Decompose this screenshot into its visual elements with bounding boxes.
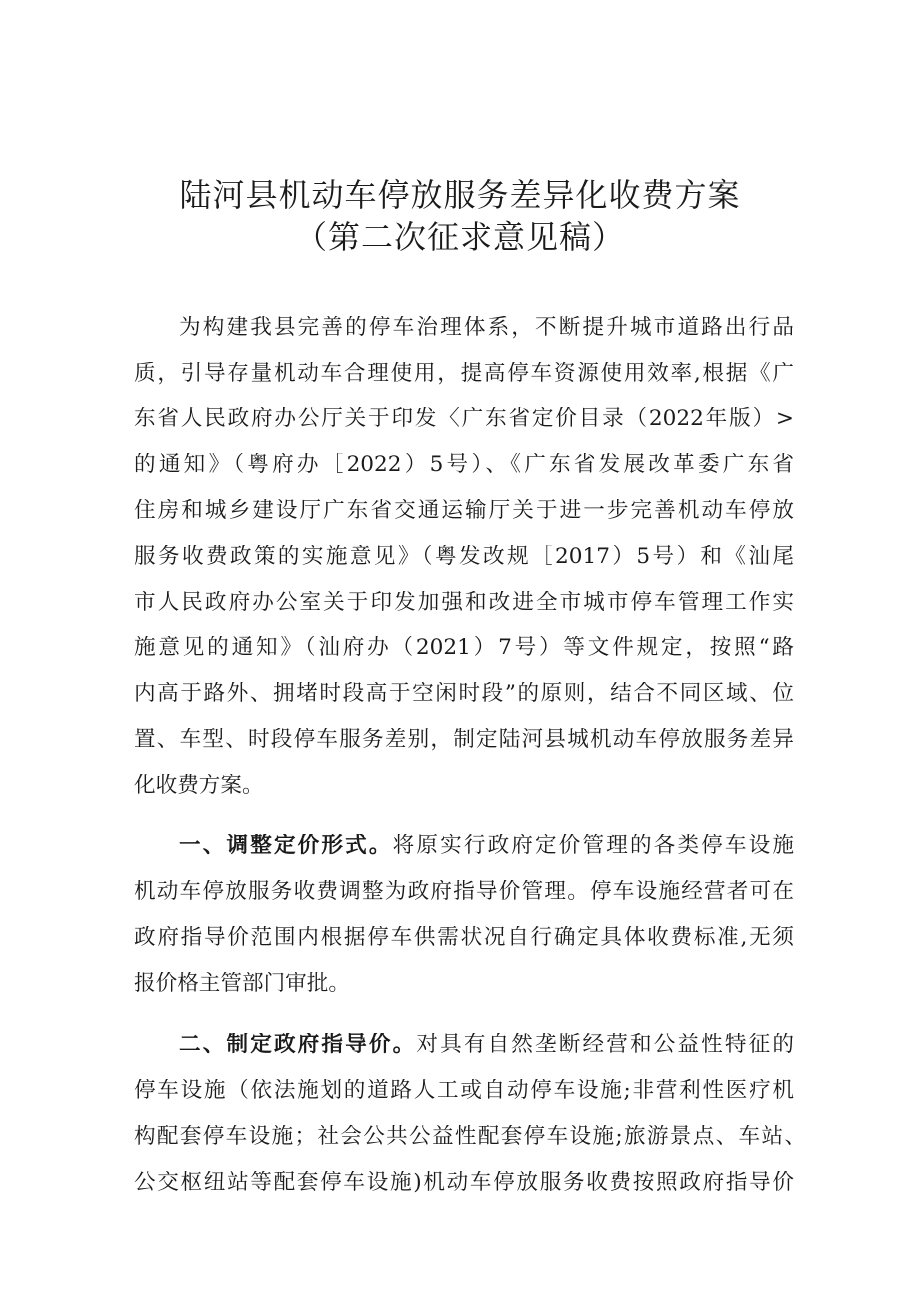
intro-line-11: 化收费方案。 — [134, 774, 264, 798]
section1-line-4: 报价格主管部门审批。 — [134, 972, 350, 996]
section2-line-4: 公交枢纽站等配套停车设施)机动车停放服务收费按照政府指导价 — [134, 1171, 794, 1195]
section1-first-text: 将原实行政府定价管理的各类停车设施 — [392, 834, 794, 858]
section2-line-2: 停车设施（依法施划的道路人工或自动停车设施;非营利性医疗机 — [134, 1079, 794, 1103]
intro-line-7: 市人民政府办公室关于印发加强和改进全市城市停车管理工作实 — [134, 591, 794, 615]
document-title: 陆河县机动车停放服务差异化收费方案 — [179, 176, 741, 214]
section1-line-2: 机动车停放服务收费调整为政府指导价管理。停车设施经营者可在 — [134, 880, 794, 904]
intro-line-5: 住房和城乡建设厅广东省交通运输厅关于进一步完善机动车停放 — [134, 499, 794, 523]
intro-line-1: 为构建我县完善的停车治理体系，不断提升城市道路出行品 — [179, 316, 794, 340]
section2-first-text: 对具有自然垄断经营和公益性特征的 — [416, 1033, 794, 1057]
intro-line-6: 服务收费政策的实施意见》（粤发改规［2017）5号）和《汕尾 — [134, 545, 794, 569]
intro-line-9: 内高于路外、拥堵时段高于空闲时段”的原则，结合不同区域、位 — [134, 682, 794, 706]
section2-heading: 二、制定政府指导价。 — [179, 1033, 417, 1057]
intro-line-4: 的通知》（粤府办［2022）5号）、《广东省发展改革委广东省 — [134, 453, 794, 477]
document-subtitle: （第二次征求意见稿） — [294, 218, 625, 256]
intro-line-10: 置、车型、时段停车服务差别，制定陆河县城机动车停放服务差异 — [134, 728, 794, 752]
intro-line-8: 施意见的通知》（汕府办（2021）7号）等文件规定，按照“路 — [134, 636, 794, 660]
intro-line-3: 东省人民政府办公厅关于印发〈广东省定价目录（2022年版）> — [134, 407, 794, 431]
section1-heading: 一、调整定价形式。 — [179, 834, 393, 858]
section2-line-3: 构配套停车设施；社会公共公益性配套停车设施;旅游景点、车站、 — [134, 1125, 806, 1149]
section2-first-line — [179, 1033, 794, 1057]
section1-line-3: 政府指导价范围内根据停车供需状况自行确定具体收费标准,无须 — [134, 926, 794, 950]
intro-line-2: 质，引导存量机动车合理使用，提高停车资源使用效率,根据《广 — [134, 362, 794, 386]
section1-first-line — [179, 834, 794, 858]
